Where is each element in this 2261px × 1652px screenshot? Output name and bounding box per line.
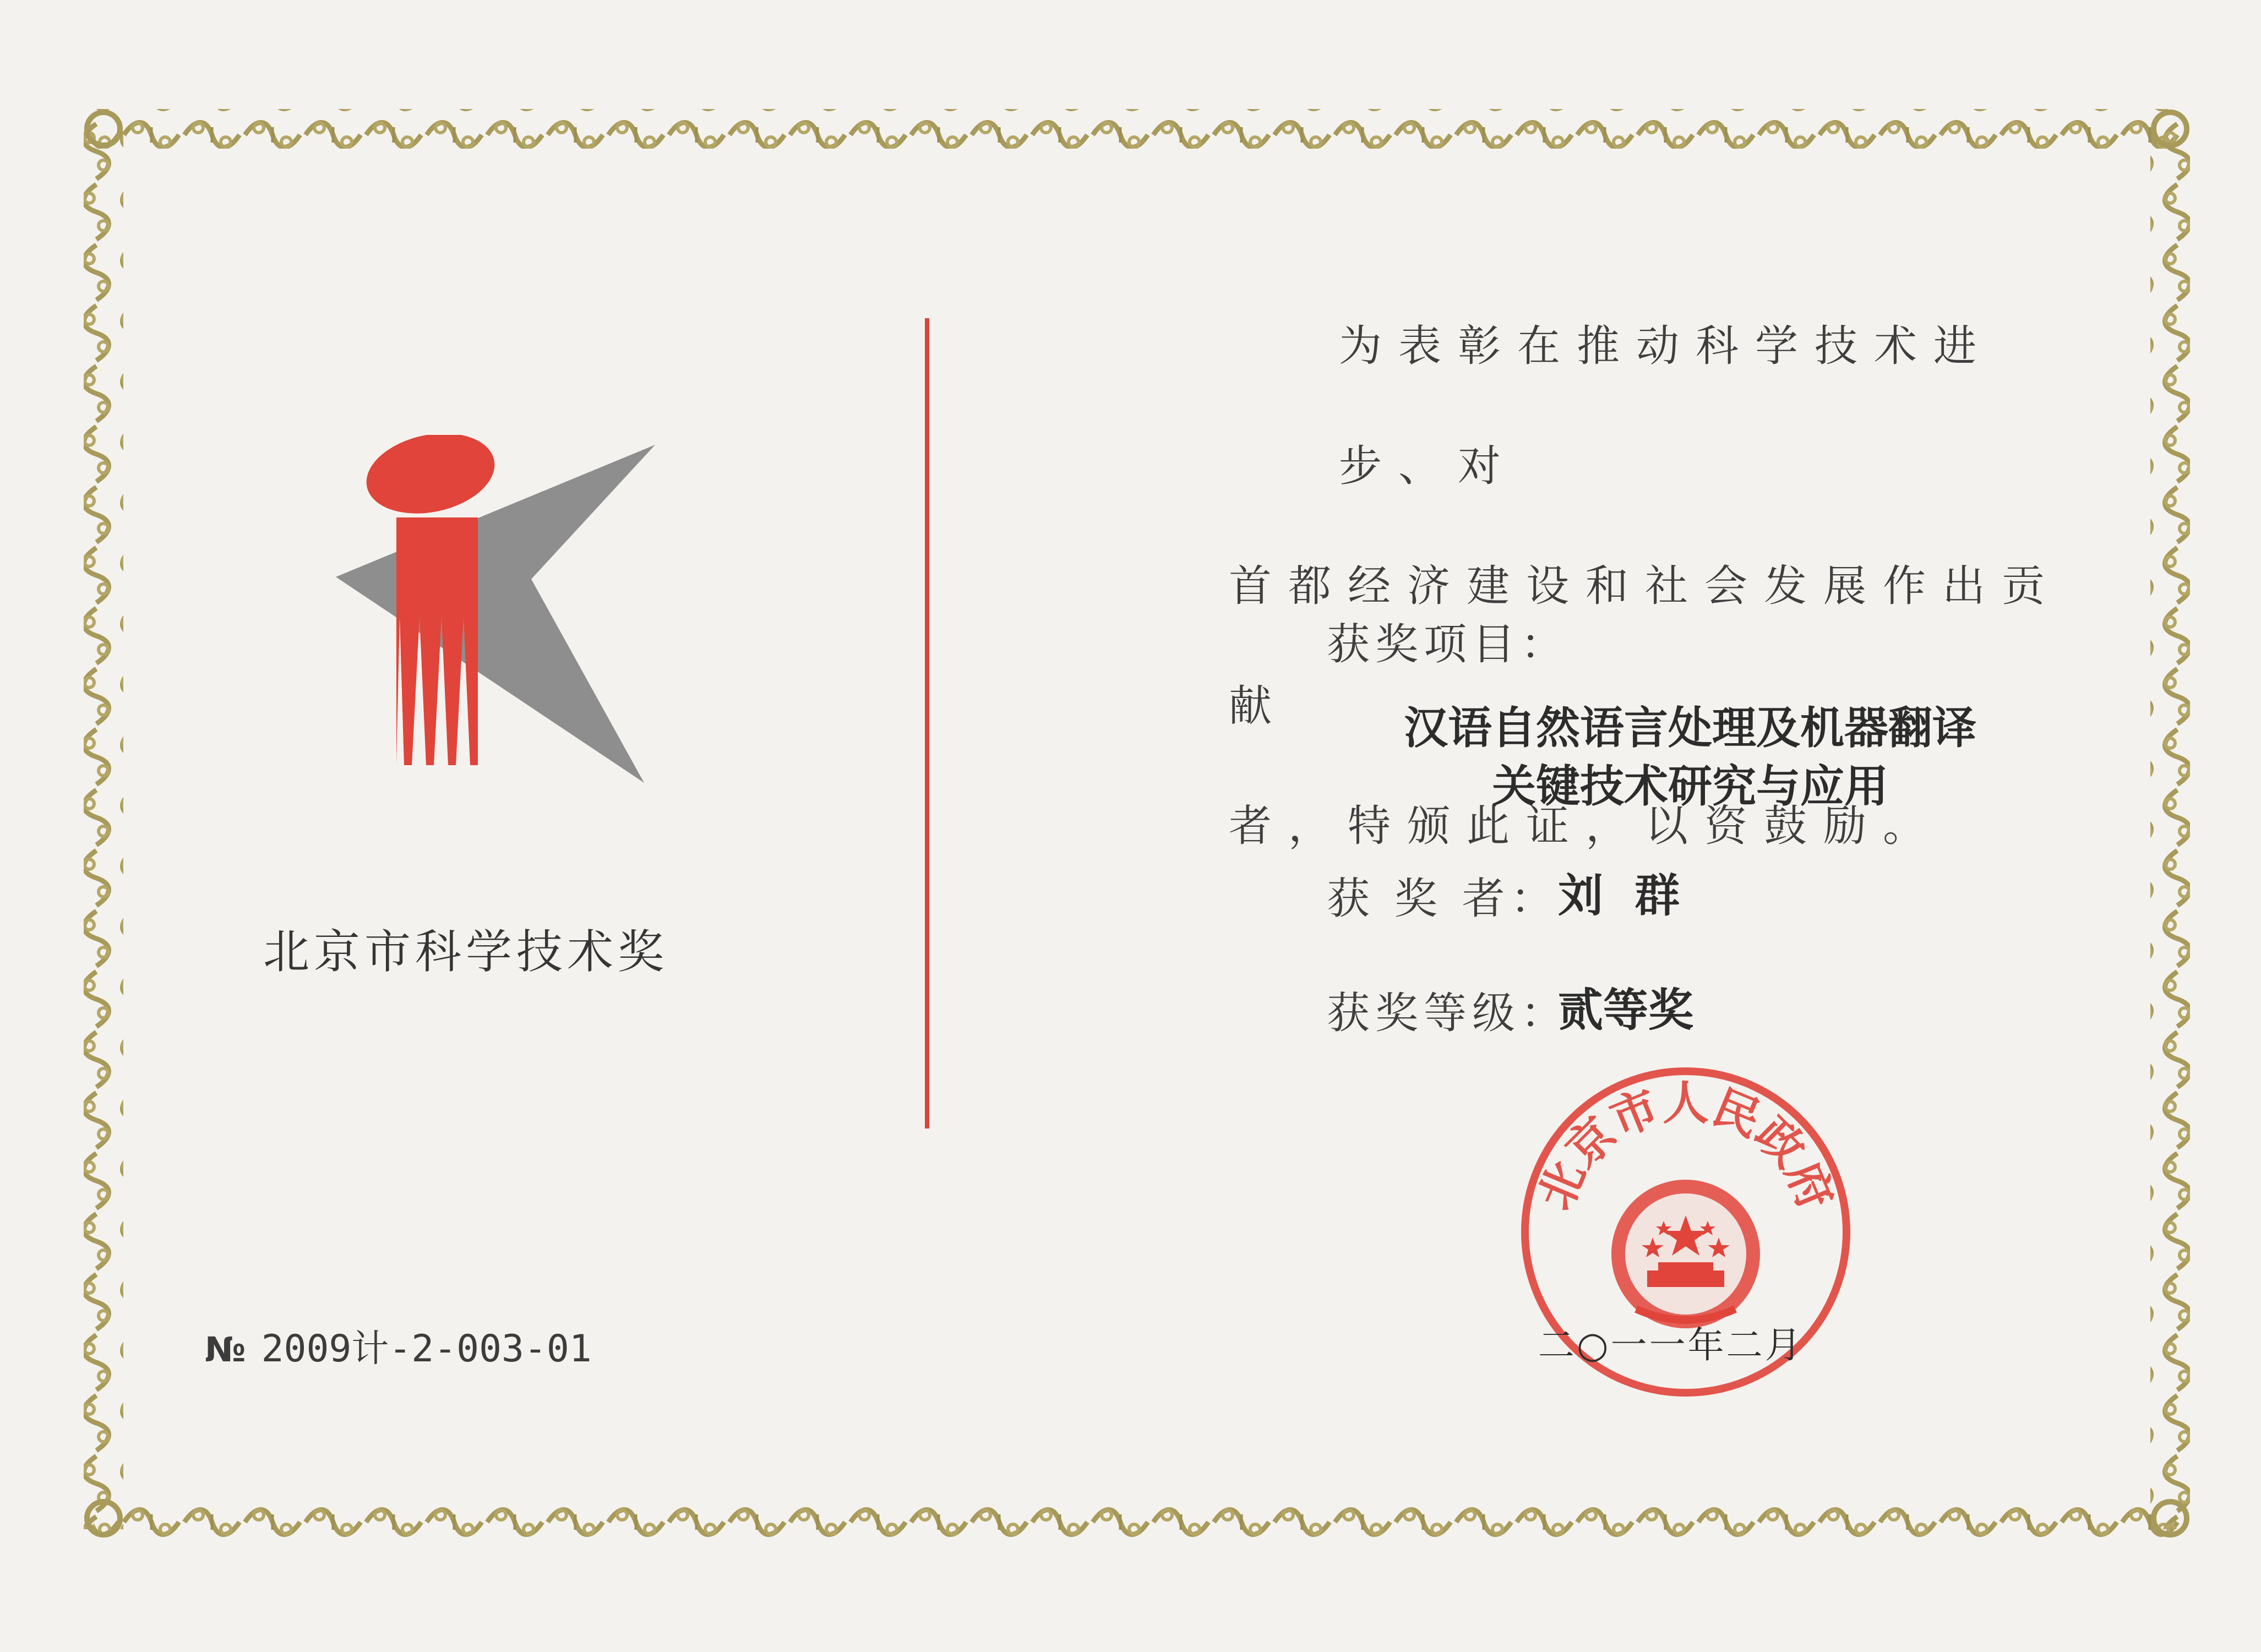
citation-line: 者，特颁此证，以资鼓励。 [1229,802,1943,851]
beijing-science-award-logo-icon [336,435,666,787]
project-label: 获奖项目： [1327,620,1570,669]
project-title [1343,699,2037,816]
certificate-number [205,1319,592,1372]
citation-line: 为表彰在推动科学技术进步、对 [1339,321,1993,491]
center-divider [925,318,929,1128]
grade-label: 获奖等级： [1327,989,1570,1038]
seal-text: 北京市人民政府 [1528,1076,1844,1218]
citation-line: 首都经济建设和社会发展作出贡献 [1229,561,2062,731]
certificate-number-value: 2009计-2-003-01 [261,1327,592,1371]
winner-label: 获 奖 者： [1327,874,1559,924]
award-name: 北京市科学技术奖 [263,925,669,979]
winner-name: 刘 群 [1558,870,1680,922]
grade-value: 贰等奖 [1558,984,1694,1037]
project-title-line: 汉语自然语言处理及机器翻译 [1404,702,1976,754]
project-title-line: 关键技术研究与应用 [1492,761,1888,812]
number-mark: № [205,1329,246,1370]
issue-date: 二○一一年二月 [1538,1324,1804,1366]
